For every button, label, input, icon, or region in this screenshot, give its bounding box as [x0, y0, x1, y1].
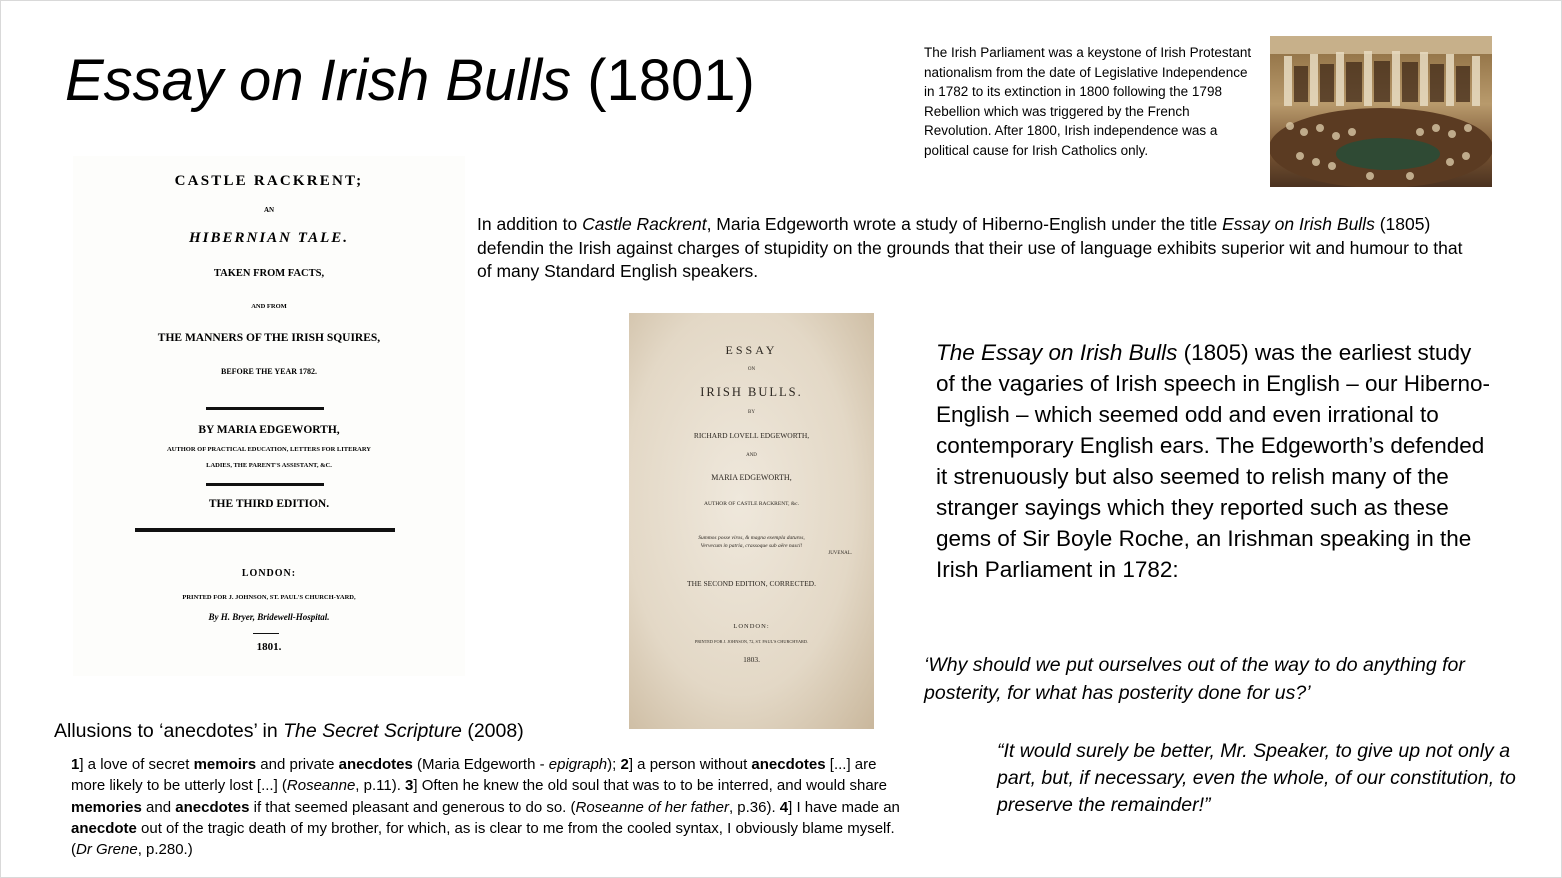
essay-text: (1805) was the earliest study of the vagaries of Irish speech in English – our Hiberno-English – which seemed odd and even irrational to contemporary English ears. The Edgeworth’s defended it strenuously but also seemed to relish many of the stranger sayings which they reported such as these gems of Sir Boyle Roche, an Irishman speaking in the Irish Parliament in 1782:: [936, 340, 1491, 582]
page-line: AUTHOR OF PRACTICAL EDUCATION, LETTERS FOR LITERARY: [166, 446, 371, 453]
allusion-text: ] Often he knew the old soul that was to to be interred, and would share: [413, 777, 888, 795]
allusion-number: 3: [405, 777, 414, 795]
page-line: TAKEN FROM FACTS,: [213, 268, 325, 279]
allusion-text: if that seemed pleasant and generous to do so. (: [249, 798, 576, 816]
title-year: (1801): [571, 48, 755, 113]
page-line: THE MANNERS OF THE IRISH SQUIRES,: [157, 332, 381, 344]
allusion-keyword: memoirs: [193, 756, 257, 773]
allusion-text: );: [607, 756, 621, 773]
essay-paragraph: [936, 337, 1496, 585]
page-rule: [206, 483, 324, 486]
page-line: BY MARIA EDGEWORTH,: [198, 424, 340, 436]
page-rule: [135, 528, 395, 532]
page-line: 1801.: [256, 641, 282, 653]
page-line: LONDON:: [241, 568, 297, 579]
allusion-text: (Maria Edgeworth -: [412, 756, 549, 773]
page-line: PRINTED FOR J. JOHNSON, ST. PAUL'S CHURCH-YARD,: [182, 594, 356, 601]
page-line: THE SECOND EDITION, CORRECTED.: [687, 579, 816, 588]
page-line: By H. Bryer, Bridewell-Hospital.: [208, 612, 330, 622]
page-rule: [206, 407, 324, 410]
page-rule: [253, 633, 279, 634]
essay-on-irish-bulls-title-page: [629, 313, 874, 729]
page-line: BEFORE THE YEAR 1782.: [220, 367, 317, 376]
allusion-text: out of the tragic death of my brother, for which, as is clear to me from the cooled syntax, I obviously blame myself. (: [71, 819, 895, 859]
allusion-text: , p.11).: [355, 777, 406, 795]
posterity-quote: ‘Why should we put ourselves out of the way to do anything for posterity, for what has posterity done for us?’: [924, 654, 1465, 704]
allusion-source: epigraph: [548, 756, 608, 773]
allusion-number: 4: [779, 798, 789, 816]
allusion-keyword: anecdotes: [751, 756, 826, 773]
page-line: AND: [746, 453, 757, 458]
allusion-source: Roseanne of her father: [575, 798, 729, 816]
castle-rackrent-title-page: [73, 156, 465, 676]
page-line: THE THIRD EDITION.: [208, 498, 330, 510]
allusion-text: and: [141, 798, 176, 816]
page-line: 1803.: [743, 655, 760, 664]
allusions-list: [71, 754, 901, 860]
allusion-keyword: anecdote: [71, 819, 137, 837]
page-line: PRINTED FOR J. JOHNSON, 72, ST. PAUL'S CHURCHYARD.: [694, 639, 809, 644]
page-line: ON: [747, 367, 756, 372]
page-line: ESSAY: [725, 343, 778, 357]
allusion-text: and private: [256, 756, 339, 773]
constitution-quote: “It would surely be better, Mr. Speaker, to give up not only a part, but, if necessary, even the whole, of our constitution, to preserve the remainder!”: [997, 740, 1516, 816]
page-line: BY: [748, 410, 755, 415]
intro-text: , Maria Edgeworth wrote a study of Hiberno-English under the title: [706, 214, 1223, 234]
allusion-number: 1: [71, 756, 80, 773]
irish-parliament-note: The Irish Parliament was a keystone of Irish Protestant nationalism from the date of Legislative Independence in 1782 to its extinction in 1800 following the 1798 Rebellion which was triggered by the French Revolution. After 1800, Irish independence was a political cause for Irish Catholics only.: [924, 45, 1252, 158]
slide-title: [65, 41, 755, 121]
intro-text: (1805) defendin the Irish against charges of stupidity on the grounds that their use of language exhibits superior wit and humour to that of many Standard English speakers.: [477, 214, 1463, 281]
page-line: Summos posse viros, & magna exempla daturos,: [698, 535, 805, 541]
allusion-keyword: anecdotes: [175, 798, 250, 816]
heading-year: (2008): [461, 720, 524, 742]
allusion-text: , p.280.): [137, 841, 193, 859]
allusion-text: ] I have made an: [788, 798, 900, 816]
page-line: JUVENAL.: [828, 551, 852, 556]
allusion-text: ] a love of secret: [79, 756, 194, 773]
intro-title-essay: Essay on Irish Bulls: [1222, 214, 1375, 234]
page-line: AUTHOR OF CASTLE RACKRENT, &c.: [704, 501, 799, 507]
irish-parliament-painting: [1270, 36, 1492, 187]
heading-book-title: The Secret Scripture: [283, 720, 462, 742]
allusion-source: Roseanne: [286, 777, 356, 795]
page-line: AND FROM: [251, 303, 287, 310]
allusions-heading: [54, 717, 524, 745]
page-line: IRISH BULLS.: [700, 385, 803, 399]
allusion-number: 2: [620, 756, 629, 773]
intro-paragraph: [477, 213, 1477, 284]
allusion-text: [...] are more likely to be utterly lost [...] (: [71, 756, 877, 795]
page-line: MARIA EDGEWORTH,: [711, 473, 792, 482]
intro-text: In addition to: [477, 214, 583, 234]
allusion-text: ] a person without: [628, 756, 752, 773]
page-line: HIBERNIAN TALE.: [188, 230, 350, 246]
page-line: LADIES, THE PARENT'S ASSISTANT, &C.: [206, 462, 332, 469]
page-line: AN: [263, 206, 275, 214]
title-italic: Essay on Irish Bulls: [65, 48, 572, 113]
heading-text: Allusions to ‘anecdotes’ in: [54, 720, 284, 742]
page-line: RICHARD LOVELL EDGEWORTH,: [693, 431, 810, 440]
allusion-keyword: anecdotes: [338, 756, 413, 773]
page-line: CASTLE RACKRENT;: [174, 173, 364, 189]
page-line: Vervecum in patria, crassoque sub aëre nasci!: [700, 543, 803, 549]
essay-title-italic: The Essay on Irish Bulls: [936, 340, 1178, 365]
allusion-source: Dr Grene: [76, 841, 138, 859]
intro-title-castle-rackrent: Castle Rackrent: [582, 214, 707, 234]
allusion-text: , p.36).: [728, 798, 780, 816]
allusion-keyword: memories: [71, 798, 142, 816]
page-line: LONDON:: [733, 623, 770, 630]
